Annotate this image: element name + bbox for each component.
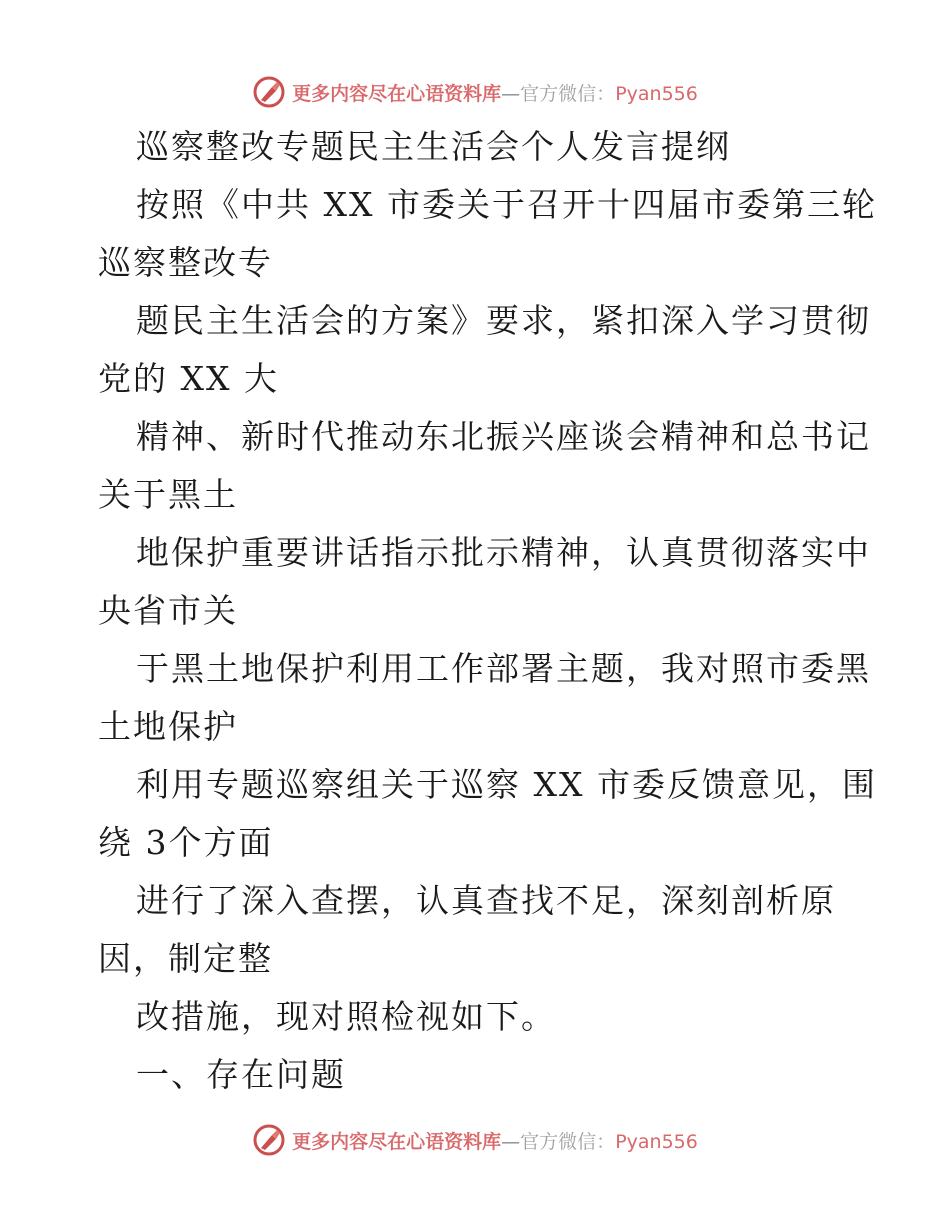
paragraph-line: 绕 3个方面 (98, 823, 274, 862)
watermark-brand: 更多内容尽在心语资料库 (292, 82, 502, 105)
watermark-wechat-label: 官方微信： (520, 1130, 616, 1153)
watermark-wechat-id: Pyan556 (615, 82, 698, 105)
pen-nib-logo-icon (252, 1123, 286, 1157)
watermark-text (292, 1127, 698, 1154)
watermark-separator: — (501, 1130, 521, 1153)
section-heading: 一、存在问题 (136, 1055, 346, 1094)
paragraph-line: 题民主生活会的方案》要求，紧扣深入学习贯彻 (136, 301, 871, 340)
paragraph-line: 土地保护 (98, 707, 238, 746)
watermark-text (292, 79, 698, 106)
watermark-wechat-label: 官方微信： (520, 82, 616, 105)
header-watermark (0, 72, 950, 112)
paragraph-line: 精神、新时代推动东北振兴座谈会精神和总书记 (136, 417, 871, 456)
paragraph-line: 巡察整改专 (98, 243, 273, 282)
paragraph-line: 央省市关 (98, 591, 238, 630)
paragraph-line: 关于黑土 (98, 475, 238, 514)
paragraph-line: 于黑土地保护利用工作部署主题，我对照市委黑 (136, 649, 871, 688)
paragraph-line: 改措施，现对照检视如下。 (136, 997, 556, 1036)
watermark-brand: 更多内容尽在心语资料库 (292, 1130, 502, 1153)
paragraph-line: 利用专题巡察组关于巡察 XX 市委反馈意见，围 (136, 765, 877, 804)
watermark-separator: — (501, 82, 521, 105)
paragraph-line: 因，制定整 (98, 939, 273, 978)
pen-nib-logo-icon (252, 75, 286, 109)
watermark-wechat-id: Pyan556 (615, 1130, 698, 1153)
footer-watermark (0, 1120, 950, 1160)
paragraph-line: 地保护重要讲话指示批示精神，认真贯彻落实中 (136, 533, 871, 572)
document-body (98, 118, 877, 1104)
paragraph-line: 党的 XX 大 (98, 359, 279, 398)
paragraph-line: 进行了深入查摆，认真查找不足，深刻剖析原 (136, 881, 836, 920)
paragraph-line: 按照《中共 XX 市委关于召开十四届市委第三轮 (136, 185, 877, 224)
document-title: 巡察整改专题民主生活会个人发言提纲 (136, 127, 731, 166)
